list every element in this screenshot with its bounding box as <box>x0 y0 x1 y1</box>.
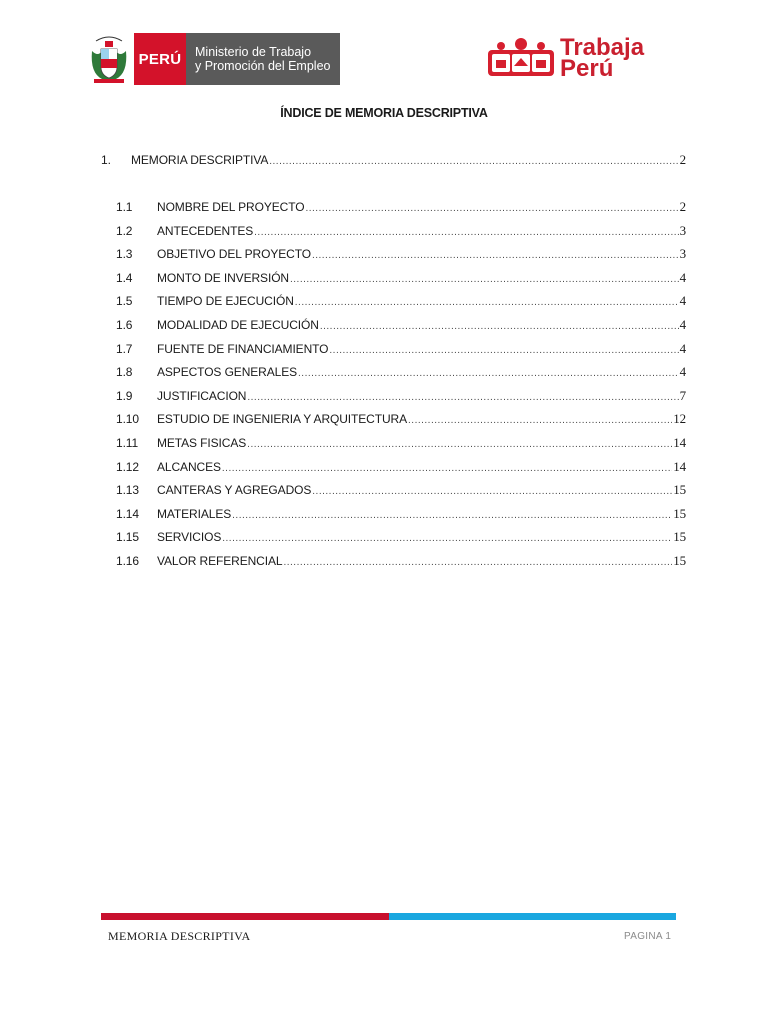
toc-entry[interactable] <box>116 553 686 569</box>
toc-page-number: 3 <box>679 246 686 262</box>
toc-page-number: 12 <box>673 411 686 427</box>
toc-page-number: 2 <box>679 199 686 214</box>
toc-number: 1. <box>101 153 111 167</box>
toc-label: MEMORIA DESCRIPTIVA <box>131 153 269 167</box>
toc-leader <box>312 483 672 497</box>
toc-label: MATERIALES <box>157 506 232 521</box>
toc-entry[interactable] <box>116 482 686 498</box>
toc-page-number: 15 <box>673 553 686 568</box>
ministry-logo <box>90 32 340 86</box>
toc-page-number: 7 <box>679 387 686 403</box>
toc-page-number: 15 <box>673 529 686 545</box>
toc-entry[interactable] <box>116 529 686 545</box>
toc-number: 1.11 <box>116 436 139 450</box>
toc-leader <box>232 507 672 521</box>
toc-number: 1.14 <box>116 506 139 521</box>
toc-leader <box>222 460 672 474</box>
toc-label: TIEMPO DE EJECUCIÓN <box>157 294 294 309</box>
toc-leader <box>329 342 678 356</box>
toc-number: 1.8 <box>116 365 133 380</box>
toc-number: 1.1 <box>116 200 133 214</box>
toc-leader <box>295 294 679 308</box>
toc-leader <box>298 365 679 379</box>
toc-page-number: 3 <box>679 222 686 238</box>
toc-page-number: 14 <box>673 435 686 450</box>
toc-entry[interactable] <box>116 459 686 475</box>
toc-label: ANTECEDENTES <box>157 223 254 238</box>
toc-label: CANTERAS Y AGREGADOS <box>157 483 312 498</box>
toc-page-number: 4 <box>679 269 686 285</box>
toc-number: 1.9 <box>116 388 133 403</box>
toc-main-entry[interactable] <box>101 152 686 168</box>
toc-entry[interactable] <box>116 246 686 262</box>
ministry-line-1: Ministerio de Trabajo <box>195 45 312 59</box>
toc-entry[interactable] <box>116 435 686 451</box>
toc-entry[interactable] <box>116 317 686 333</box>
toc-leader <box>283 554 672 568</box>
toc-number: 1.7 <box>116 341 133 356</box>
coat-of-arms-icon <box>90 33 128 85</box>
toc-number: 1.10 <box>116 412 139 427</box>
toc-leader <box>290 271 679 285</box>
toc-entry[interactable] <box>116 506 686 522</box>
toc-label: MONTO DE INVERSIÓN <box>157 270 289 285</box>
trabaja-peru-logo-icon <box>486 36 556 80</box>
toc-number: 1.15 <box>116 530 139 545</box>
toc-entry[interactable] <box>116 293 686 309</box>
footer-divider <box>101 913 676 920</box>
toc-number: 1.16 <box>116 554 139 568</box>
toc-entry[interactable] <box>116 199 686 215</box>
toc-entry[interactable] <box>116 270 686 286</box>
toc-label: VALOR REFERENCIAL <box>157 554 283 568</box>
peru-label: PERÚ <box>134 33 186 85</box>
page-title: ÍNDICE DE MEMORIA DESCRIPTIVA <box>280 106 488 120</box>
toc-leader <box>312 247 679 261</box>
toc-leader <box>254 224 678 238</box>
toc-leader <box>222 530 672 544</box>
toc-leader <box>269 153 678 167</box>
toc-entry[interactable] <box>116 388 686 404</box>
brand-line-2: Perú <box>560 55 614 82</box>
footer-page-number: PAGINA 1 <box>624 931 672 942</box>
toc-number: 1.13 <box>116 483 139 498</box>
toc-number: 1.4 <box>116 270 133 285</box>
toc-number: 1.2 <box>116 223 133 238</box>
toc-page-number: 15 <box>673 505 686 521</box>
ministry-line-2: y Promoción del Empleo <box>195 59 331 73</box>
toc-page-number: 4 <box>679 293 686 309</box>
toc-label: NOMBRE DEL PROYECTO <box>157 200 305 214</box>
toc-label: ASPECTOS GENERALES <box>157 365 298 380</box>
toc-entry[interactable] <box>116 223 686 239</box>
toc-number: 1.3 <box>116 247 133 262</box>
trabaja-peru-name <box>560 34 645 82</box>
ministry-name <box>186 33 340 85</box>
toc-entry[interactable] <box>116 411 686 427</box>
toc-label: SERVICIOS <box>157 530 222 545</box>
toc-label: ALCANCES <box>157 459 221 474</box>
toc-number: 1.12 <box>116 459 139 474</box>
toc-page-number: 15 <box>673 482 686 498</box>
toc-label: FUENTE DE FINANCIAMIENTO <box>157 341 329 356</box>
toc-page-number: 4 <box>679 340 686 356</box>
toc-leader <box>305 200 678 214</box>
toc-label: JUSTIFICACION <box>157 388 247 403</box>
toc-label: MODALIDAD DE EJECUCIÓN <box>157 318 319 332</box>
toc-page-number: 4 <box>679 364 686 380</box>
toc-leader <box>320 318 679 332</box>
toc-label: ESTUDIO DE INGENIERIA Y ARQUITECTURA <box>157 412 408 427</box>
toc-page-number: 4 <box>679 317 686 332</box>
brand-line-1: Trabaja <box>560 34 645 61</box>
toc-entry[interactable] <box>116 341 686 357</box>
trabaja-peru-logo <box>486 34 644 82</box>
toc-label: METAS FISICAS <box>157 436 247 450</box>
toc-page-number: 2 <box>679 152 686 167</box>
toc-entry[interactable] <box>116 364 686 380</box>
toc-number: 1.5 <box>116 294 133 309</box>
footer-divider-red <box>101 913 389 920</box>
footer-divider-blue <box>389 913 676 920</box>
toc-leader <box>408 412 672 426</box>
toc-page-number: 14 <box>673 458 686 474</box>
toc-leader <box>247 436 672 450</box>
toc-label: OBJETIVO DEL PROYECTO <box>157 247 311 262</box>
footer-document-name: MEMORIA DESCRIPTIVA <box>108 929 251 943</box>
toc-number: 1.6 <box>116 318 133 332</box>
toc-leader <box>247 389 678 403</box>
